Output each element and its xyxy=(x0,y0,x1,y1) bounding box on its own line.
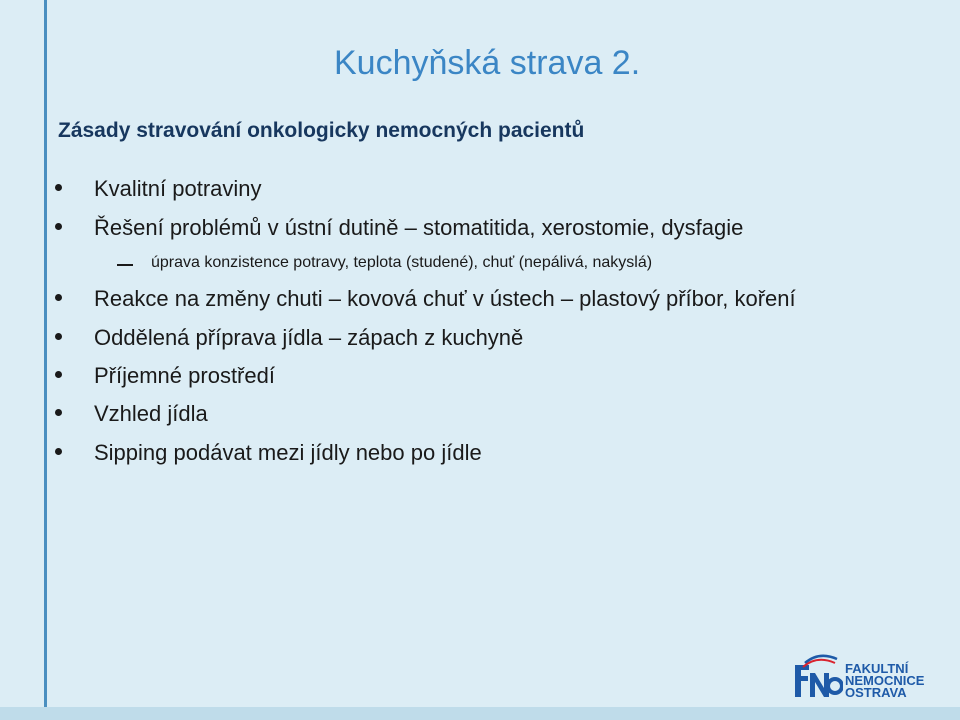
bullet-item: Sipping podávat mezi jídly nebo po jídle xyxy=(94,440,482,466)
dash-marker xyxy=(117,264,133,266)
bullet-item: Reakce na změny chuti – kovová chuť v ústech – plastový příbor, koření xyxy=(94,286,796,312)
bullet-dot xyxy=(55,184,62,191)
bullet-item: Kvalitní potraviny xyxy=(94,176,262,202)
slide-subtitle: Zásady stravování onkologicky nemocných pacientů xyxy=(58,119,585,142)
bullet-dot xyxy=(55,223,62,230)
sub-bullet-item: úprava konzistence potravy, teplota (studené), chuť (nepálivá, nakyslá) xyxy=(151,254,652,272)
fno-logo-icon xyxy=(793,651,843,703)
bullet-dot xyxy=(55,333,62,340)
hospital-logo xyxy=(793,651,953,703)
vertical-accent-line xyxy=(44,0,47,720)
bullet-dot xyxy=(55,448,62,455)
bullet-item: Vzhled jídla xyxy=(94,401,208,427)
bottom-bar xyxy=(0,707,960,720)
bullet-item: Příjemné prostředí xyxy=(94,363,275,389)
bullet-dot xyxy=(55,409,62,416)
bullet-item: Řešení problémů v ústní dutině – stomatitida, xerostomie, dysfagie xyxy=(94,215,743,241)
bullet-dot xyxy=(55,371,62,378)
bullet-dot xyxy=(55,294,62,301)
slide-title: Kuchyňská strava 2. xyxy=(334,44,641,82)
bullet-item: Oddělená příprava jídla – zápach z kuchyně xyxy=(94,325,523,351)
logo-text: FAKULTNÍ NEMOCNICE OSTRAVA xyxy=(845,661,925,700)
